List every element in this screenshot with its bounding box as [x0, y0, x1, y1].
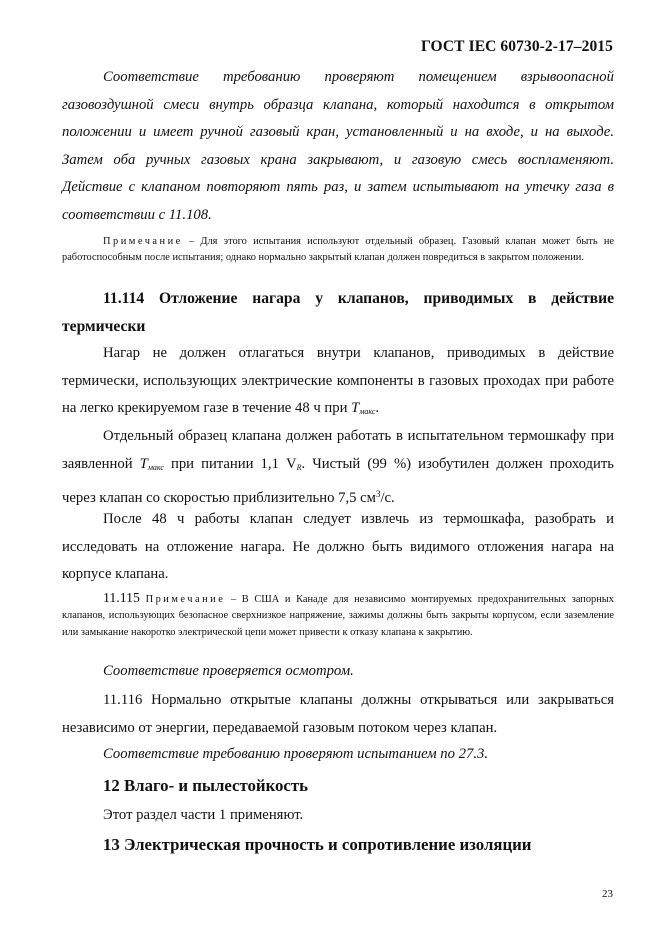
section-12-text: Этот раздел части 1 применяют. [103, 807, 304, 823]
heading-section-13: 13 Электрическая прочность и сопротивление изоляции [103, 835, 532, 854]
note-text: – В США и Канаде для независимо монтируемых предохранительных запорных клапанов, использующих безопасное сверхнизкое напряжение, зажимы должны быть закрыты корпусом, если заземление или замыкание накоротко электрической цепи может привести к отказу клапана к закрытию. [62, 594, 614, 638]
document-number-header: ГОСТ IEC 60730-2-17–2015 [420, 38, 613, 55]
page-number: 23 [602, 888, 613, 900]
clause-number-11-115: 11.115 [103, 590, 140, 605]
compliance-inspection: Соответствие проверяется осмотром. [103, 663, 354, 679]
paragraph-separate-sample-test: Отдельный образец клапана должен работать в испытательном термошкафу при заявленной $T_{макс}$ при питании 1,1 $V_R$. Чистый (99 %) изобутилен должен проходить через клапан со скоростью приблизительно 7,5 $см^3/с$. [62, 428, 615, 506]
note-separate-sample [62, 234, 614, 267]
paragraph-carbon-deposit-requirement: Нагар не должен отлагаться внутри клапанов, приводимых в действие термически, использующих электрические компоненты в газовых проходах при работе на легко крекируемом газе в течение 48 ч при $T_{макс}$. [62, 345, 614, 416]
heading-section-12: 12 Влаго- и пылестойкость [103, 776, 308, 795]
heading-11-114: 11.114 Отложение нагара у клапанов, приводимых в действие термически [62, 290, 614, 335]
compliance-test-27-3: Соответствие требованию проверяют испытанием по 27.3. [103, 746, 489, 762]
compliance-paragraph-explosion-test: Соответствие требованию проверяют помещением взрывоопасной газовоздушной смеси внутрь образца клапана, который находится в открытом положении и имеет ручной газовый кран, установленный и на входе, и на выходе. Затем оба ручных газовых крана закрывают, и газовую смесь воспламеняют. Действие с клапаном повторяют пять раз, и затем испытывают на утечку газа в соответствии с 11.108. [62, 69, 614, 223]
paragraph-11-116: 11.116 Нормально открытые клапаны должны открываться или закрываться независимо от энергии, передаваемой газовым потоком через клапан. [62, 692, 614, 736]
note-11-115 [62, 590, 614, 641]
paragraph-inspection-after-48h: После 48 ч работы клапан следует извлечь из термошкафа, разобрать и исследовать на отложение нагара. Не должно быть видимого отложения нагара на корпусе клапана. [62, 511, 614, 582]
note-label: Примечание [145, 594, 226, 605]
note-text: – Для этого испытания используют отдельный образец. Газовый клапан может быть не работоспособным после испытания; однако нормально закрытый клапан должен повредиться в закрытом положении. [62, 236, 614, 264]
note-label: Примечание [103, 236, 183, 247]
